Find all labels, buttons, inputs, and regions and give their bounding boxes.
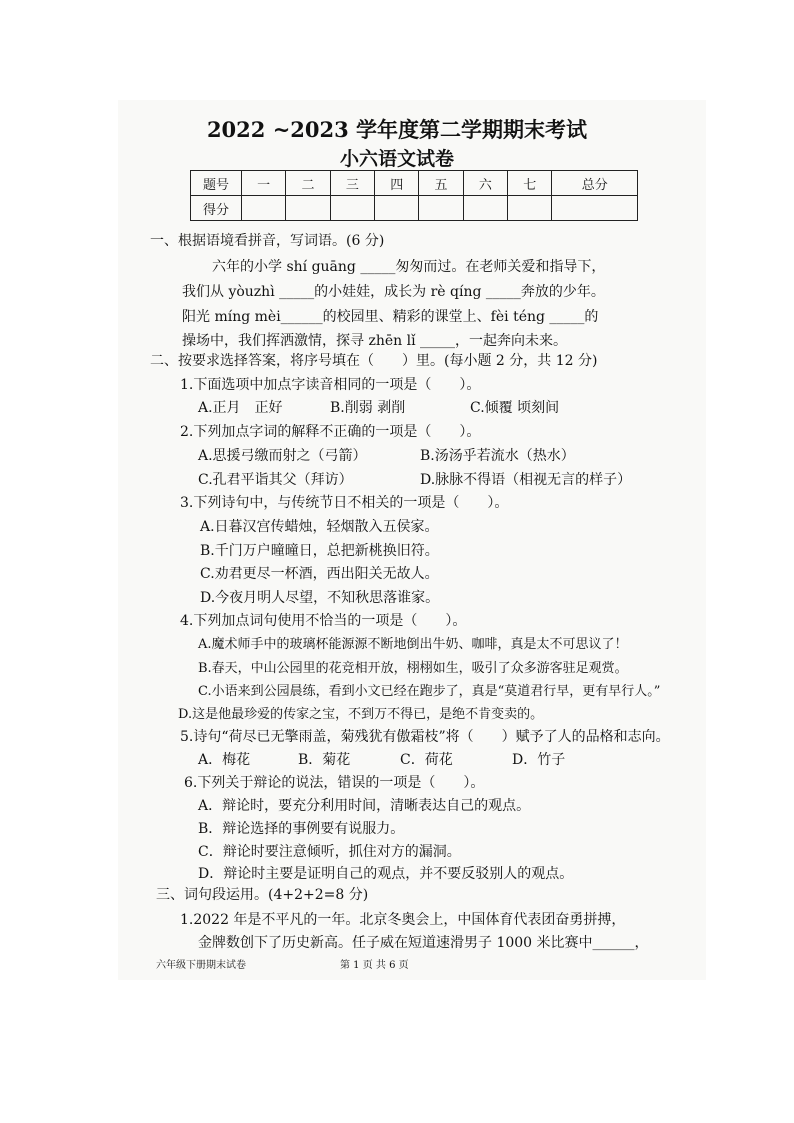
question-stem: 2.下列加点字词的解释不正确的一项是（ ）。 — [180, 424, 481, 440]
score-cell[interactable] — [375, 196, 419, 221]
option-c: C.孔君平诣其父（拜访） — [198, 472, 353, 488]
table-cell: 得分 — [191, 196, 242, 221]
question-stem: 3.下列诗句中，与传统节日不相关的一项是（ ）。 — [180, 495, 509, 511]
option-b: B.汤汤乎若流水（热水） — [420, 448, 575, 464]
question-stem: 1.2022 年是不平凡的一年。北京冬奥会上，中国体育代表团奋勇拼搏， — [180, 912, 626, 928]
table-cell: 四 — [375, 171, 419, 196]
section1-line: 操场中，我们挥洒激情，探寻 zhēn lǐ _____，一起奔向未来。 — [182, 333, 567, 349]
section1-line: 六年的小学 shí guāng _____匆匆而过。在老师关爱和指导下， — [212, 259, 606, 275]
option-c: C．辩论时要注意倾听，抓住对方的漏洞。 — [198, 844, 461, 860]
question-stem: 1.下面选项中加点字读音相同的一项是（ ）。 — [180, 377, 481, 393]
option-a: A.日暮汉宫传蜡烛，轻烟散入五侯家。 — [200, 519, 439, 535]
option-b: B.千门万户曈曈日，总把新桃换旧符。 — [200, 543, 439, 559]
option-d: D.脉脉不得语（相视无言的样子） — [420, 472, 632, 488]
option-a: A.正月 正好 — [198, 400, 283, 416]
footer-left: 六年级下册期末试卷 — [156, 960, 246, 971]
page-number: 第 1 页 共 6 页 — [340, 960, 409, 971]
score-cell[interactable] — [419, 196, 463, 221]
option-d: D．辩论时主要是证明自己的观点，并不要反驳别人的观点。 — [198, 866, 574, 882]
table-cell: 题号 — [191, 171, 242, 196]
section2-heading: 二、按要求选择答案，将序号填在（ ）里。(每小题 2 分，共 12 分) — [150, 353, 598, 369]
table-cell: 五 — [419, 171, 463, 196]
option-c: C．荷花 — [400, 752, 453, 768]
option-d: D．竹子 — [512, 752, 566, 768]
table-cell: 一 — [242, 171, 286, 196]
option-c: C.小语来到公园晨练，看到小文已经在跑步了，真是“莫道君行早，更有早行人。” — [198, 684, 661, 699]
section1-line: 我们从 yòuzhì _____的小娃娃，成长为 rè qíng _____奔放的少年。 — [182, 284, 605, 300]
option-d: D.这是他最珍爱的传家之宝，不到万不得已，是绝不肯变卖的。 — [178, 707, 544, 722]
table-cell: 总分 — [552, 171, 638, 196]
table-cell: 二 — [286, 171, 330, 196]
score-cell[interactable] — [552, 196, 638, 221]
section3-heading: 三、词句段运用。(4+2+2=8 分) — [156, 887, 369, 903]
option-b: B.春天，中山公园里的花竞相开放，栩栩如生，吸引了众多游客驻足观赏。 — [198, 661, 628, 676]
score-cell[interactable] — [330, 196, 374, 221]
option-a: A.思援弓缴而射之（弓箭） — [198, 448, 367, 464]
option-a: A．梅花 — [198, 752, 251, 768]
score-cell[interactable] — [463, 196, 507, 221]
option-d: D.今夜月明人尽望，不知秋思落谁家。 — [200, 590, 440, 606]
exam-title: 2022 ~2023 学年度第二学期期末考试 — [206, 117, 588, 142]
table-cell: 六 — [463, 171, 507, 196]
question-stem: 金牌数创下了历史新高。任子威在短道速滑男子 1000 米比赛中______， — [198, 935, 649, 951]
exam-subtitle: 小六语文试卷 — [339, 148, 454, 170]
option-b: B.削弱 剥削 — [330, 400, 406, 416]
score-table-score-row — [191, 196, 638, 221]
option-c: C.倾覆 顷刻间 — [470, 400, 560, 416]
option-c: C.劝君更尽一杯酒，西出阳关无故人。 — [200, 566, 439, 582]
table-cell: 七 — [508, 171, 552, 196]
option-b: B．辩论选择的事例要有说服力。 — [198, 821, 405, 837]
section1-heading: 一、根据语境看拼音，写词语。(6 分) — [150, 233, 385, 249]
question-stem: 4.下列加点词句使用不恰当的一项是（ ）。 — [180, 613, 467, 629]
option-a: A．辩论时，要充分利用时间，清晰表达自己的观点。 — [198, 798, 531, 814]
score-cell[interactable] — [286, 196, 330, 221]
option-b: B．菊花 — [298, 752, 351, 768]
table-cell: 三 — [330, 171, 374, 196]
option-a: A.魔术师手中的玻璃杯能源源不断地倒出牛奶、咖啡，真是太不可思议了！ — [198, 637, 628, 652]
score-table-header-row — [191, 171, 638, 196]
score-table — [190, 170, 638, 221]
question-stem: 5.诗句“荷尽已无擎雨盖，菊残犹有傲霜枝”将（ ）赋予了人的品格和志向。 — [180, 729, 670, 745]
section1-line: 阳光 míng mèi______的校园里、精彩的课堂上、fèi téng _____的 — [182, 309, 599, 325]
score-cell[interactable] — [242, 196, 286, 221]
question-stem: 6.下列关于辩论的说法，错误的一项是（ ）。 — [184, 775, 485, 791]
score-cell[interactable] — [508, 196, 552, 221]
